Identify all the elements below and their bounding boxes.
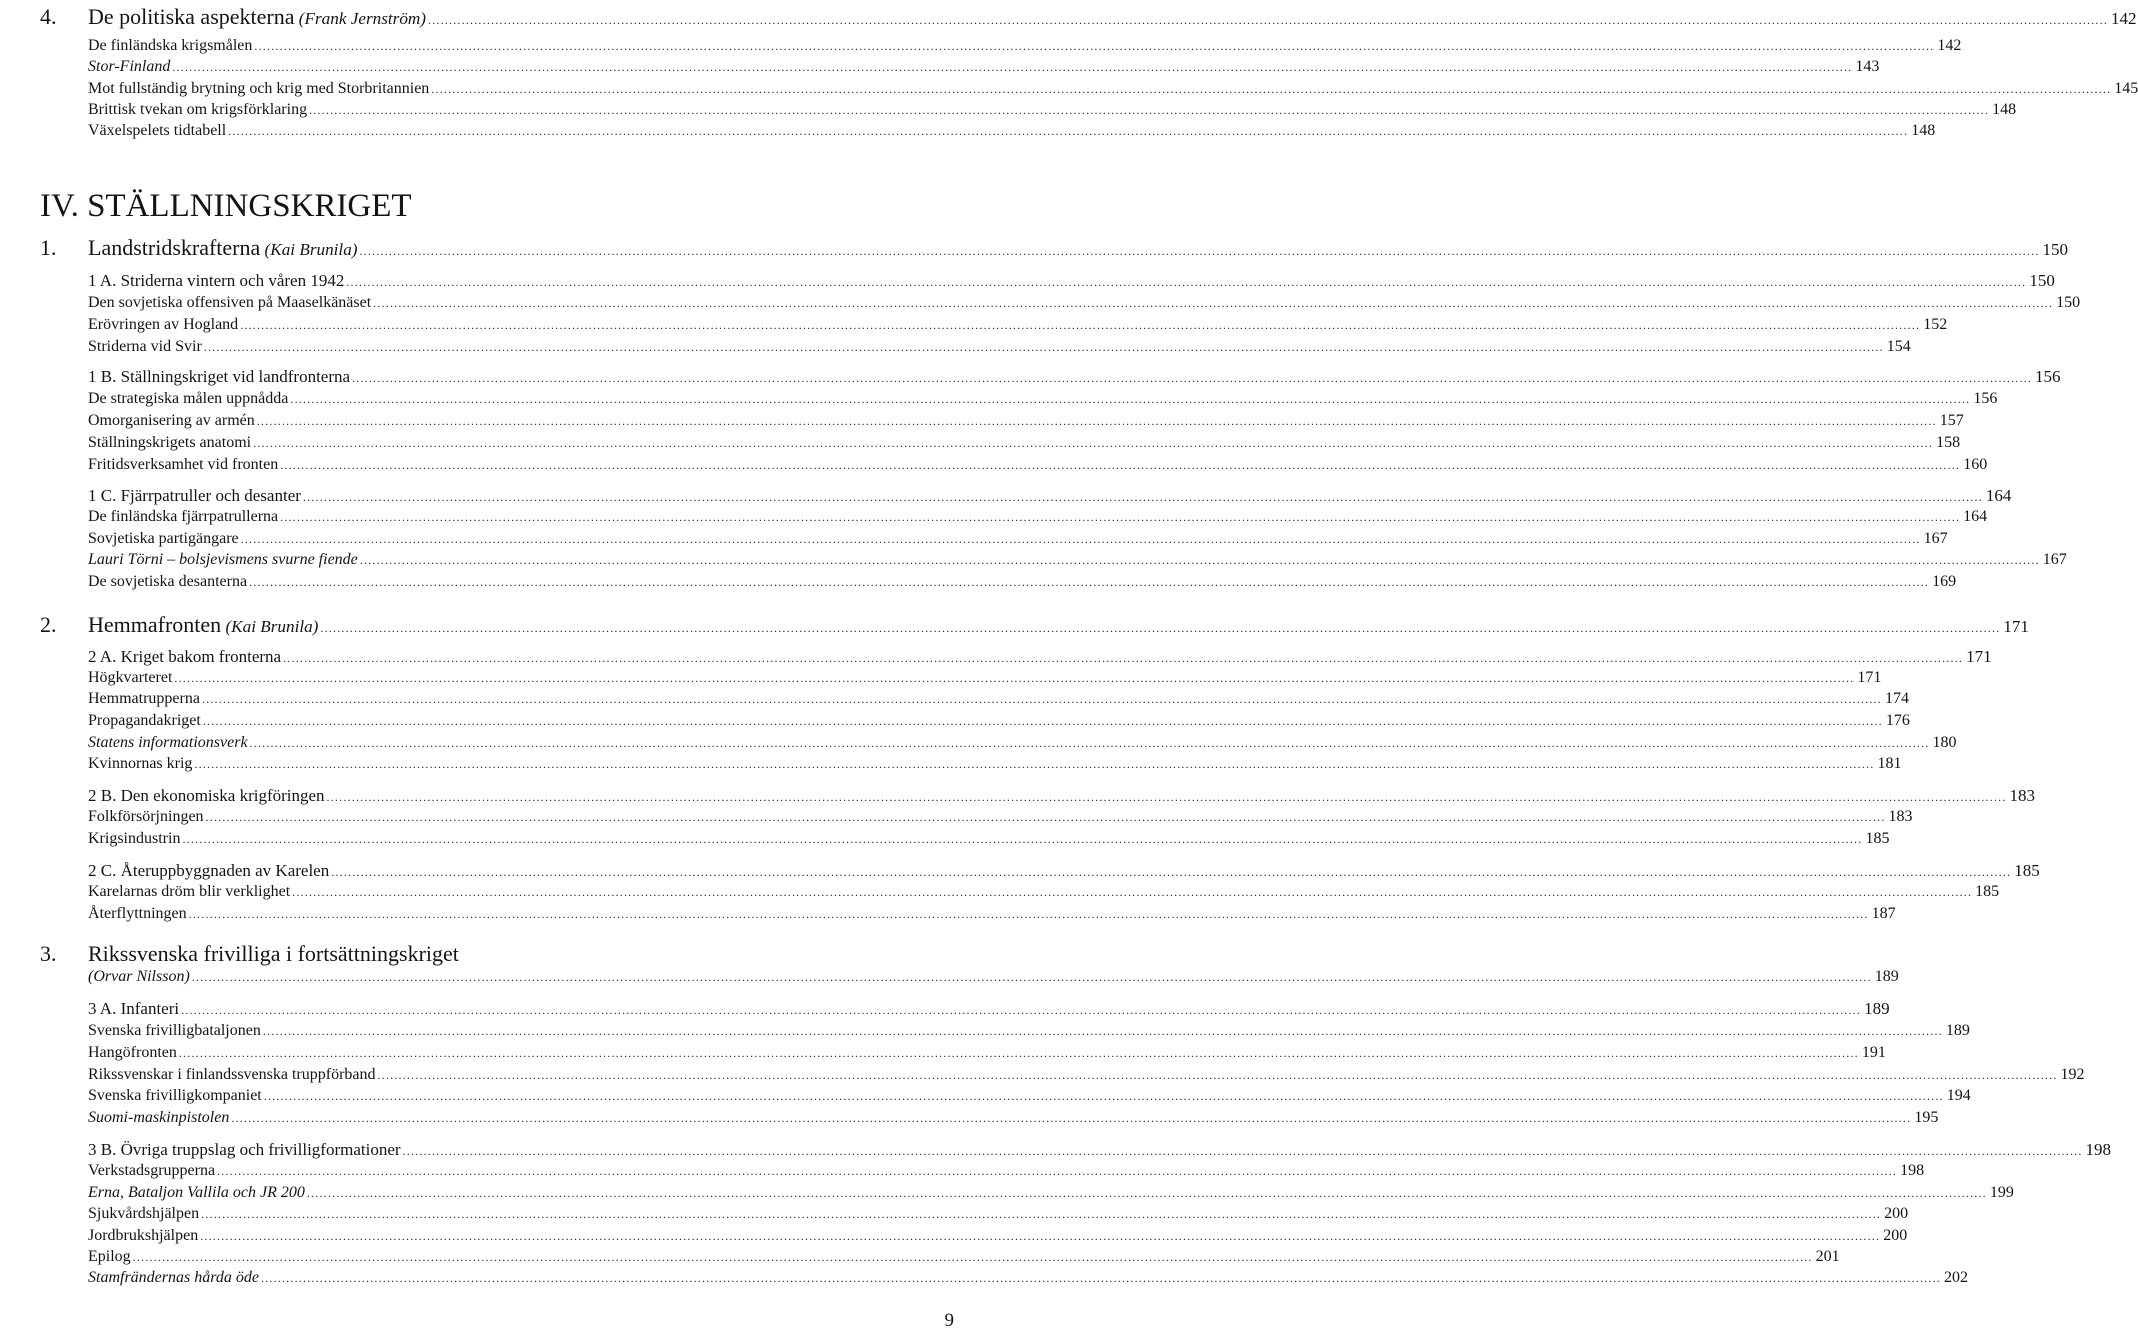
leader-dots: ................................................................................................................................................................................................................................................................................................................................................................................................................ (203, 340, 1884, 354)
toc-entry (88, 734, 1957, 752)
toc-title: Högkvarteret (88, 669, 173, 686)
toc-page-number: 198 (2085, 1140, 2112, 1159)
toc-page-number: 143 (1855, 58, 1880, 75)
toc-page-number: 185 (2014, 861, 2040, 880)
toc-page-number: 167 (1923, 530, 1948, 547)
toc-number: 3. (40, 941, 57, 966)
toc-title: Rikssvenskar i finlandssvenska truppförband (88, 1066, 376, 1083)
leader-dots: ................................................................................................................................................................................................................................................................................................................................................................................................................ (191, 970, 1872, 984)
leader-dots: ................................................................................................................................................................................................................................................................................................................................................................................................................ (172, 60, 1853, 74)
page-number: 9 (944, 1310, 954, 1331)
toc-title: De politiska aspekterna (88, 4, 295, 29)
toc-page-number: 181 (1877, 755, 1902, 772)
toc-page-number: 171 (2003, 617, 2029, 636)
toc-title: Erövringen av Hogland (88, 316, 239, 333)
leader-dots: ................................................................................................................................................................................................................................................................................................................................................................................................................ (249, 736, 1930, 750)
toc-title: Den sovjetiska offensiven på Maaselkänäset (88, 294, 372, 311)
toc-title: 3 B. Övriga truppslag och frivilligformationer (88, 1140, 401, 1159)
toc-chapter (40, 4, 2137, 30)
toc-entry (88, 390, 1998, 408)
toc-entry (88, 1109, 1939, 1127)
leader-dots: ................................................................................................................................................................................................................................................................................................................................................................................................................ (253, 436, 1934, 450)
leader-dots: ................................................................................................................................................................................................................................................................................................................................................................................................................ (292, 885, 1973, 899)
toc-page-number: 169 (1932, 573, 1957, 590)
leader-dots: ................................................................................................................................................................................................................................................................................................................................................................................................................ (178, 1046, 1859, 1060)
toc-title: Jordbrukshjälpen (88, 1227, 199, 1244)
leader-dots: ................................................................................................................................................................................................................................................................................................................................................................................................................ (431, 82, 2112, 96)
toc-chapter (40, 612, 2029, 638)
toc-number: 1. (40, 235, 57, 260)
toc-entry (88, 1066, 2085, 1084)
leader-dots: ................................................................................................................................................................................................................................................................................................................................................................................................................ (290, 392, 1971, 406)
toc-entry (88, 755, 1902, 773)
toc-page-number: 185 (1865, 830, 1890, 847)
leader-dots: ................................................................................................................................................................................................................................................................................................................................................................................................................ (240, 318, 1921, 332)
toc-title: 3 A. Infanteri (88, 999, 180, 1018)
toc-page-number: 198 (1900, 1162, 1925, 1179)
toc-section (88, 1140, 2112, 1160)
leader-dots: ................................................................................................................................................................................................................................................................................................................................................................................................................ (263, 1089, 1944, 1103)
toc-title: 1 B. Ställningskriget vid landfronterna (88, 367, 351, 386)
toc-page-number: 148 (1911, 122, 1936, 139)
toc-title: Hemmafronten (88, 612, 222, 637)
leader-dots: ................................................................................................................................................................................................................................................................................................................................................................................................................ (188, 907, 1869, 921)
toc-title: De sovjetiska desanterna (88, 573, 248, 590)
toc-title: Folkförsörjningen (88, 808, 204, 825)
toc-title: Återflyttningen (88, 905, 187, 922)
toc-page-number: 176 (1885, 712, 1910, 729)
toc-title: De finländska fjärrpatrullerna (88, 508, 279, 525)
toc-page-number: 164 (1963, 508, 1988, 525)
leader-dots: ................................................................................................................................................................................................................................................................................................................................................................................................................ (240, 532, 1921, 546)
toc-section (88, 486, 2012, 506)
leader-dots: ................................................................................................................................................................................................................................................................................................................................................................................................................ (200, 1229, 1881, 1243)
toc-page-number: 195 (1914, 1109, 1939, 1126)
toc-title: Omorganisering av armén (88, 412, 255, 429)
toc-page-number: 189 (1945, 1022, 1970, 1039)
toc-title: Brittisk tvekan om krigsförklaring (88, 101, 308, 118)
leader-dots: ................................................................................................................................................................................................................................................................................................................................................................................................................ (377, 1068, 2058, 1082)
toc-page-number: 142 (2111, 9, 2137, 28)
toc-page-number: 183 (2009, 786, 2036, 805)
toc-title: 2 C. Återuppbyggnaden av Karelen (88, 861, 330, 880)
leader-dots: ................................................................................................................................................................................................................................................................................................................................................................................................................ (280, 510, 1961, 524)
toc-title: (Orvar Nilsson) (88, 968, 190, 985)
toc-number: 2. (40, 612, 57, 637)
leader-dots: ................................................................................................................................................................................................................................................................................................................................................................................................................ (202, 714, 1883, 728)
toc-entry (88, 1269, 1968, 1287)
leader-dots: ................................................................................................................................................................................................................................................................................................................................................................................................................ (217, 1164, 1898, 1178)
leader-dots: ................................................................................................................................................................................................................................................................................................................................................................................................................ (260, 1271, 1941, 1285)
toc-entry (88, 830, 1890, 848)
toc-title: De finländska krigsmålen (88, 37, 253, 54)
toc-section (88, 999, 1890, 1019)
toc-page-number: 183 (1888, 808, 1913, 825)
leader-dots: ................................................................................................................................................................................................................................................................................................................................................................................................................ (326, 790, 2007, 804)
toc-page-number: 148 (1992, 101, 2017, 118)
toc-title: Sovjetiska partigängare (88, 530, 239, 547)
toc-title: Erna, Bataljon Vallila och JR 200 (88, 1184, 305, 1201)
toc-entry (88, 58, 1880, 76)
toc-title: Hangöfronten (88, 1044, 177, 1061)
toc-title: Suomi-maskinpistolen (88, 1109, 230, 1126)
toc-entry (88, 338, 1911, 356)
toc-title: Lauri Törni – bolsjevismens svurne fiende (88, 551, 358, 568)
toc-entry (88, 883, 2000, 901)
toc-page-number: 150 (2029, 271, 2055, 290)
toc-page-number: 160 (1963, 456, 1988, 473)
toc-page-number: 191 (1861, 1044, 1886, 1061)
toc-author: (Kai Brunila) (221, 617, 319, 636)
toc-title: Epilog (88, 1248, 131, 1265)
leader-dots: ................................................................................................................................................................................................................................................................................................................................................................................................................ (359, 244, 2040, 258)
leader-dots: ................................................................................................................................................................................................................................................................................................................................................................................................................ (402, 1144, 2083, 1158)
leader-dots: ................................................................................................................................................................................................................................................................................................................................................................................................................ (280, 458, 1961, 472)
leader-dots: ................................................................................................................................................................................................................................................................................................................................................................................................................ (306, 1186, 1987, 1200)
toc-page-number: 156 (1973, 390, 1998, 407)
toc-title: Stor-Finland (88, 58, 171, 75)
toc-page-number: 185 (1975, 883, 2000, 900)
leader-dots: ................................................................................................................................................................................................................................................................................................................................................................................................................ (182, 832, 1863, 846)
toc-page-number: 192 (2060, 1066, 2085, 1083)
toc-title: Växelspelets tidtabell (88, 122, 227, 139)
toc-page-number: 199 (1989, 1184, 2014, 1201)
toc-title: Verkstadsgrupperna (88, 1162, 216, 1179)
toc-title: Krigsindustrin (88, 830, 181, 847)
toc-entry (88, 573, 1957, 591)
toc-title: Ställningskrigets anatomi (88, 434, 252, 451)
toc-title: Svenska frivilligkompaniet (88, 1087, 262, 1104)
toc-entry (88, 690, 1909, 708)
toc-entry (88, 530, 1948, 548)
toc-chapter-heading (40, 941, 459, 967)
toc-entry (88, 551, 2067, 569)
leader-dots: ................................................................................................................................................................................................................................................................................................................................................................................................................ (201, 692, 1882, 706)
toc-page-number: 152 (1923, 316, 1948, 333)
toc-page-number: 158 (1936, 434, 1961, 451)
toc-title: Propagandakriget (88, 712, 201, 729)
leader-dots: ................................................................................................................................................................................................................................................................................................................................................................................................................ (181, 1003, 1862, 1017)
toc-entry (88, 434, 1961, 452)
toc-entry (88, 412, 1964, 430)
toc-entry (88, 1184, 2014, 1202)
toc-page-number: 150 (2042, 240, 2068, 259)
leader-dots: ................................................................................................................................................................................................................................................................................................................................................................................................................ (256, 414, 1937, 428)
leader-dots: ................................................................................................................................................................................................................................................................................................................................................................................................................ (346, 275, 2027, 289)
toc-page-number: 189 (1864, 999, 1890, 1018)
toc-entry (88, 1205, 1909, 1223)
toc-section (88, 786, 2036, 806)
toc-title: 1 A. Striderna vintern och våren 1942 (88, 271, 345, 290)
toc-page-number: 180 (1932, 734, 1957, 751)
toc-title: Hemmatrupperna (88, 690, 200, 707)
toc-title: Karelarnas dröm blir verklighet (88, 883, 291, 900)
toc-entry (88, 37, 1962, 55)
leader-dots: ................................................................................................................................................................................................................................................................................................................................................................................................................ (262, 1024, 1943, 1038)
toc-title: 1 C. Fjärrpatruller och desanter (88, 486, 301, 505)
leader-dots: ................................................................................................................................................................................................................................................................................................................................................................................................................ (352, 371, 2033, 385)
toc-entry (88, 80, 2138, 98)
toc-page-number: 189 (1874, 968, 1899, 985)
toc-entry (88, 316, 1948, 334)
part-heading: IV. STÄLLNINGSKRIGET (40, 188, 412, 224)
toc-page-number: 145 (2114, 80, 2138, 97)
leader-dots: ................................................................................................................................................................................................................................................................................................................................................................................................................ (428, 13, 2109, 27)
toc-entry (88, 508, 1988, 526)
toc-page-number: 174 (1884, 690, 1909, 707)
toc-page-number: 164 (1985, 486, 2012, 505)
leader-dots: ................................................................................................................................................................................................................................................................................................................................................................................................................ (283, 651, 1964, 665)
toc-section (88, 861, 2040, 881)
toc-page-number: 171 (1857, 669, 1882, 686)
toc-page-number: 187 (1871, 905, 1896, 922)
toc-title: Stamfrändernas hårda öde (88, 1269, 259, 1286)
leader-dots: ................................................................................................................................................................................................................................................................................................................................................................................................................ (194, 757, 1875, 771)
toc-entry (88, 294, 2081, 312)
toc-title: Mot fullständig brytning och krig med Storbritannien (88, 80, 430, 97)
toc-page-number: 142 (1937, 37, 1962, 54)
leader-dots: ................................................................................................................................................................................................................................................................................................................................................................................................................ (309, 103, 1990, 117)
leader-dots: ................................................................................................................................................................................................................................................................................................................................................................................................................ (201, 1207, 1882, 1221)
toc-number: 4. (40, 4, 57, 29)
toc-entry (88, 905, 1896, 923)
leader-dots: ................................................................................................................................................................................................................................................................................................................................................................................................................ (373, 296, 2054, 310)
leader-dots: ................................................................................................................................................................................................................................................................................................................................................................................................................ (320, 621, 2001, 635)
toc-entry (88, 456, 1988, 474)
toc-page-number: 157 (1939, 412, 1964, 429)
toc-title: Striderna vid Svir (88, 338, 202, 355)
leader-dots: ................................................................................................................................................................................................................................................................................................................................................................................................................ (254, 39, 1935, 53)
toc-page-number: 194 (1946, 1087, 1971, 1104)
toc-entry (88, 1162, 1925, 1180)
toc-section (88, 367, 2061, 387)
leader-dots: ................................................................................................................................................................................................................................................................................................................................................................................................................ (331, 865, 2012, 879)
toc-page-number: 202 (1943, 1269, 1968, 1286)
toc-entry (88, 712, 1910, 730)
leader-dots: ................................................................................................................................................................................................................................................................................................................................................................................................................ (174, 671, 1855, 685)
toc-author: (Frank Jernström) (294, 9, 427, 28)
leader-dots: ................................................................................................................................................................................................................................................................................................................................................................................................................ (228, 124, 1909, 138)
leader-dots: ................................................................................................................................................................................................................................................................................................................................................................................................................ (249, 575, 1930, 589)
toc-title: 2 B. Den ekonomiska krigföringen (88, 786, 325, 805)
leader-dots: ................................................................................................................................................................................................................................................................................................................................................................................................................ (132, 1250, 1813, 1264)
toc-entry (88, 1022, 1970, 1040)
toc-section (88, 647, 1992, 667)
toc-entry (88, 101, 2017, 119)
toc-title: De strategiska målen uppnådda (88, 390, 289, 407)
toc-title: Svenska frivilligbataljonen (88, 1022, 261, 1039)
toc-page-number: 156 (2035, 367, 2061, 386)
toc-entry (88, 1087, 1971, 1105)
toc-page-number: 154 (1886, 338, 1911, 355)
toc-page-number: 167 (2042, 551, 2067, 568)
toc-page-number: 200 (1884, 1205, 1909, 1222)
toc-title: Rikssvenska frivilliga i fortsättningskriget (88, 941, 459, 966)
toc-page-number: 171 (1966, 647, 1992, 666)
toc-entry (88, 968, 1899, 986)
toc-section (88, 271, 2055, 291)
toc-entry (88, 1248, 1840, 1266)
leader-dots: ................................................................................................................................................................................................................................................................................................................................................................................................................ (302, 490, 1983, 504)
toc-title: 2 A. Kriget bakom fronterna (88, 647, 282, 666)
toc-page-number: 150 (2056, 294, 2081, 311)
toc-author: (Kai Brunila) (260, 240, 358, 259)
toc-page-number: 200 (1883, 1227, 1908, 1244)
toc-page-number: 201 (1815, 1248, 1840, 1265)
toc-entry (88, 808, 1913, 826)
toc-entry (88, 669, 1882, 687)
toc-title: Sjukvårdshjälpen (88, 1205, 200, 1222)
leader-dots: ................................................................................................................................................................................................................................................................................................................................................................................................................ (359, 553, 2040, 567)
toc-title: Landstridskrafterna (88, 235, 261, 260)
toc-entry (88, 1227, 1908, 1245)
toc-chapter (40, 235, 2068, 261)
toc-title: Kvinnornas krig (88, 755, 193, 772)
toc-title: Statens informationsverk (88, 734, 248, 751)
toc-entry (88, 1044, 1886, 1062)
leader-dots: ................................................................................................................................................................................................................................................................................................................................................................................................................ (231, 1111, 1912, 1125)
toc-title: Fritidsverksamhet vid fronten (88, 456, 279, 473)
leader-dots: ................................................................................................................................................................................................................................................................................................................................................................................................................ (205, 810, 1886, 824)
toc-entry (88, 122, 1936, 140)
